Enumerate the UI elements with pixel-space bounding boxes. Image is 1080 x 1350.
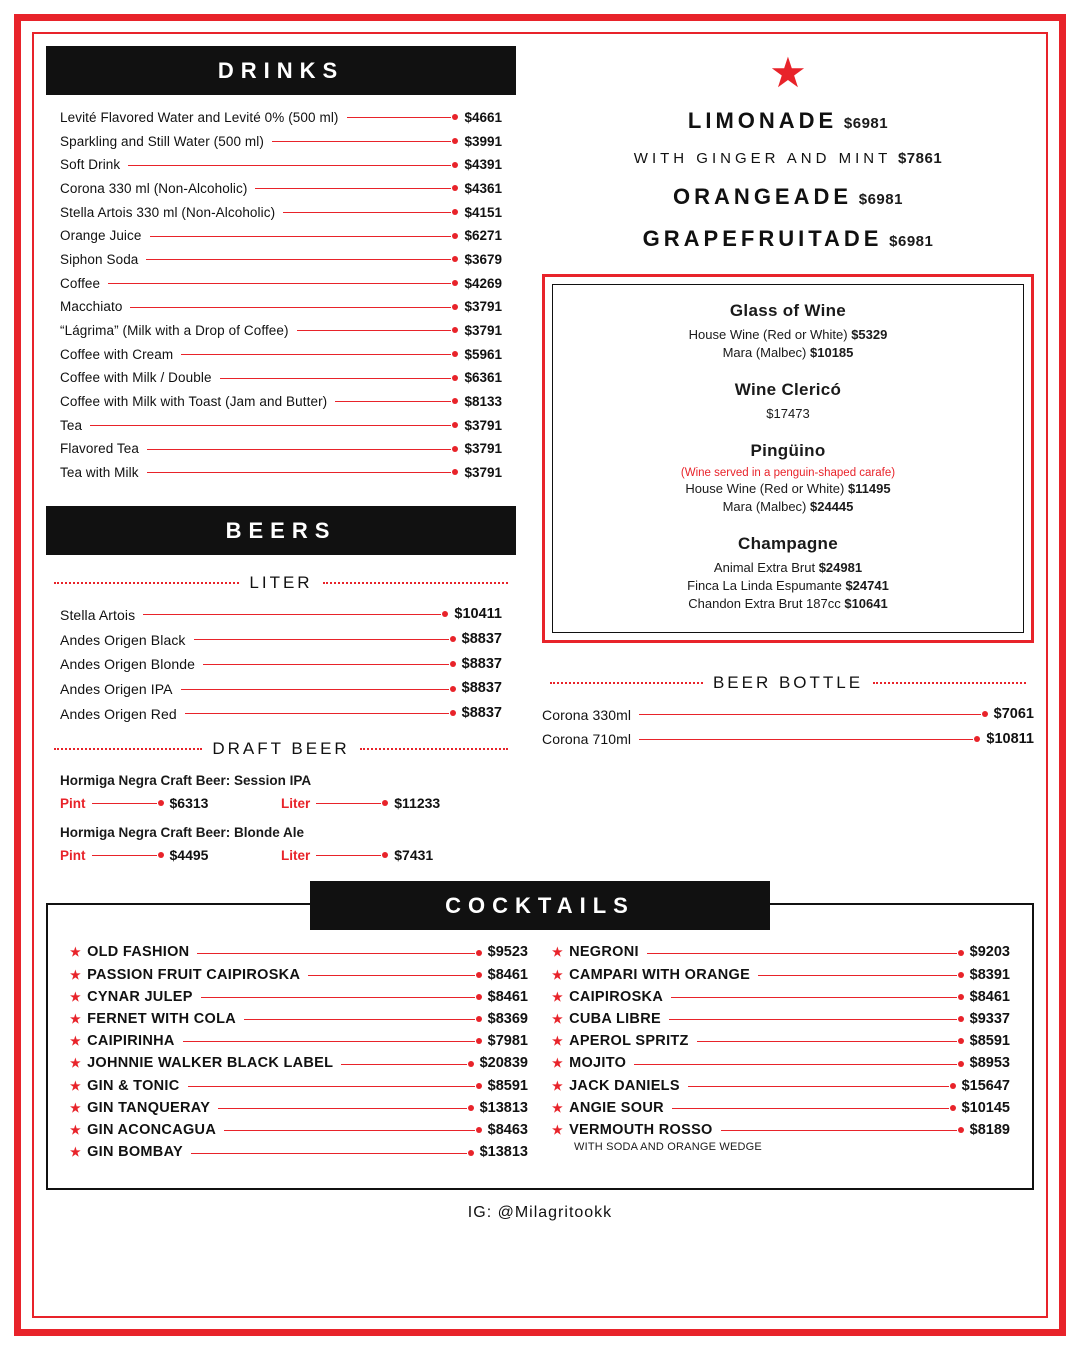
- lemonade-line: [542, 184, 1034, 210]
- item-name: Stella Artois 330 ml (Non-Alcoholic): [60, 204, 276, 220]
- item-name: Coffee with Cream: [60, 346, 174, 362]
- draft-price-pair: [60, 795, 281, 811]
- star-icon: ★: [552, 1034, 564, 1049]
- wine-clerico-price: $17473: [766, 406, 810, 421]
- item-price: $8837: [461, 680, 502, 697]
- cocktails-header: COCKTAILS: [310, 881, 770, 930]
- pinguino-items: [565, 481, 1011, 514]
- wine-item-name: House Wine (Red or White): [685, 481, 848, 496]
- item-name: ★ CAIPIROSKA: [552, 988, 664, 1005]
- wine-item: [565, 345, 1011, 360]
- item-price: $4391: [464, 157, 502, 173]
- beers-section: [46, 506, 516, 863]
- wine-box: [542, 274, 1034, 643]
- item-name: ★ CAMPARI WITH ORANGE: [552, 966, 751, 983]
- item-price: $7061: [993, 706, 1034, 722]
- item-price: $9203: [969, 944, 1010, 961]
- menu-item-row: [60, 657, 502, 672]
- item-name: Levité Flavored Water and Levité 0% (500 ml): [60, 110, 339, 125]
- star-icon: ★: [70, 1078, 82, 1093]
- item-name: Coffee with Milk / Double: [60, 370, 212, 386]
- leader-line: [188, 1081, 482, 1091]
- leader-line: [308, 970, 481, 980]
- menu-item-row: [60, 253, 502, 267]
- item-price: $4495: [169, 847, 209, 864]
- leader-line: [639, 734, 980, 744]
- star-icon: ★: [552, 1100, 564, 1115]
- menu-item-row: [60, 632, 502, 647]
- item-name: ★ GIN & TONIC: [70, 1077, 180, 1094]
- menu-item-row: [552, 1034, 1010, 1049]
- item-price: $8391: [969, 966, 1010, 983]
- draft-beer-name: Hormiga Negra Craft Beer: Session IPA: [60, 773, 312, 789]
- leader-line: [688, 1081, 956, 1091]
- menu-item-row: [552, 968, 1010, 983]
- leader-line: [669, 1014, 964, 1024]
- leader-line: [297, 325, 459, 335]
- draft-beer-label: DRAFT BEER: [212, 739, 350, 759]
- item-price: $8837: [461, 655, 502, 672]
- item-name: ★ CUBA LIBRE: [552, 1011, 661, 1027]
- menu-item-row: [70, 1145, 528, 1160]
- menu-item-row: [70, 1034, 528, 1049]
- item-name: ★ NEGRONI: [552, 944, 639, 961]
- item-price: $3791: [464, 299, 502, 315]
- spacer: [565, 424, 1011, 441]
- item-name: Coffee: [60, 275, 101, 291]
- star-icon: ★: [70, 1100, 82, 1115]
- leader-line: [194, 634, 456, 644]
- menu-item-row: [552, 1123, 1010, 1138]
- menu-item-row: [70, 1123, 528, 1138]
- menu-item-row: [70, 1056, 528, 1071]
- beer-liter-list: [46, 607, 516, 721]
- leader-line: [197, 948, 481, 958]
- wine-item: [565, 481, 1011, 496]
- menu-item-row: [552, 1079, 1010, 1094]
- draft-beer-item: [46, 773, 516, 811]
- item-price: $6361: [464, 370, 502, 386]
- wine-item: [565, 560, 1011, 575]
- item-name: Orange Juice: [60, 228, 142, 244]
- menu-item-row: [60, 206, 502, 220]
- leader-line: [347, 112, 459, 122]
- wine-item-name: Finca La Linda Espumante: [687, 578, 846, 593]
- menu-item-row: [60, 229, 502, 243]
- divider-dots-right: [873, 682, 1026, 684]
- menu-item-row: [70, 1101, 528, 1116]
- item-price: $9337: [969, 1011, 1010, 1027]
- menu-item-row: [60, 681, 502, 696]
- item-price: $9523: [487, 944, 528, 961]
- menu-item-row: [552, 1101, 1010, 1116]
- menu-item-row: [70, 968, 528, 983]
- item-name: Corona 330ml: [542, 706, 632, 723]
- serving-size-label: Pint: [60, 848, 86, 864]
- item-name: Andes Origen Black: [60, 631, 186, 648]
- wine-item-name: Animal Extra Brut: [713, 560, 819, 575]
- lemonade-price: $6981: [854, 191, 903, 208]
- lemonade-name: LIMONADE: [687, 108, 838, 133]
- star-icon: ★: [70, 967, 82, 982]
- item-price: $8837: [461, 705, 502, 722]
- wine-item: [565, 578, 1011, 593]
- wine-item-name: Mara (Malbec): [722, 499, 811, 514]
- item-name: Macchiato: [60, 299, 123, 315]
- draft-price-pair: [281, 795, 502, 811]
- leader-line: [244, 1014, 482, 1024]
- draft-divider: [46, 739, 516, 759]
- menu-item-row: [60, 607, 502, 622]
- item-price: $10811: [986, 730, 1034, 747]
- leader-line: [92, 798, 164, 808]
- leader-line: [697, 1036, 964, 1046]
- item-name: Soft Drink: [60, 157, 121, 173]
- draft-beer-prices: [60, 847, 502, 863]
- divider-dots-right: [323, 582, 508, 584]
- menu-item-row: [60, 466, 502, 480]
- menu-content: [46, 46, 1034, 1304]
- divider-dots-right: [360, 748, 508, 750]
- item-price: $8133: [464, 394, 502, 410]
- item-price: $8837: [461, 630, 502, 647]
- item-name: ★ GIN BOMBAY: [70, 1144, 183, 1161]
- item-price: $10145: [961, 1099, 1010, 1116]
- star-icon: ★: [552, 989, 564, 1004]
- leader-line: [183, 1036, 482, 1046]
- wine-item-price: $5329: [851, 327, 888, 342]
- liter-label: LITER: [249, 573, 313, 593]
- lemonade-line: [542, 226, 1034, 252]
- menu-item-row: [60, 277, 502, 291]
- cocktails-box: [46, 903, 1034, 1189]
- item-price: $3791: [464, 441, 502, 457]
- item-price: $4151: [464, 204, 502, 220]
- wine-box-inner: [552, 284, 1024, 633]
- item-price: $5961: [464, 346, 502, 362]
- leader-line: [758, 970, 964, 980]
- menu-item-row: [60, 182, 502, 196]
- menu-item-row: [552, 1012, 1010, 1027]
- item-price: $15647: [961, 1077, 1010, 1094]
- drinks-header: DRINKS: [46, 46, 516, 95]
- liter-divider: [46, 573, 516, 593]
- wine-item: [565, 327, 1011, 342]
- left-column: [46, 46, 516, 877]
- item-price: $8189: [969, 1122, 1010, 1139]
- item-name: ★ CAIPIRINHA: [70, 1033, 175, 1050]
- leader-line: [201, 992, 482, 1002]
- item-name: Stella Artois: [60, 606, 136, 623]
- divider-dots-left: [54, 582, 239, 584]
- menu-item-row: [60, 300, 502, 314]
- leader-line: [272, 136, 458, 146]
- beers-header: BEERS: [46, 506, 516, 555]
- drinks-list: [46, 111, 516, 480]
- item-name: ★ JACK DANIELS: [552, 1077, 680, 1094]
- star-icon: ★: [70, 1123, 82, 1138]
- menu-item-row: [70, 945, 528, 960]
- leader-line: [203, 659, 456, 669]
- cocktails-left-list: [70, 945, 528, 1167]
- top-columns: [46, 46, 1034, 877]
- item-price: $13813: [479, 1099, 528, 1116]
- leader-line: [639, 709, 988, 719]
- leader-line: [220, 373, 459, 383]
- wine-item-price: $24981: [818, 560, 863, 575]
- leader-line: [218, 1103, 473, 1113]
- cocktails-right-list: [552, 945, 1010, 1167]
- menu-item-row: [60, 135, 502, 149]
- item-price: $4361: [464, 181, 502, 197]
- leader-line: [647, 948, 964, 958]
- cocktail-subtitle: WITH SODA AND ORANGE WEDGE: [574, 1141, 762, 1154]
- menu-item-row: [60, 706, 502, 721]
- wine-item: [565, 499, 1011, 514]
- wine-item-name: Chandon Extra Brut 187cc: [688, 596, 845, 611]
- leader-line: [191, 1148, 474, 1158]
- draft-price-pair: [281, 847, 502, 863]
- lemonade-list: [542, 108, 1034, 252]
- item-price: $8369: [487, 1011, 528, 1027]
- menu-item-row: [60, 371, 502, 385]
- menu-item-row: [552, 945, 1010, 960]
- wine-item-price: $24445: [810, 499, 854, 514]
- leader-line: [150, 231, 459, 241]
- item-name: ★ GIN TANQUERAY: [70, 1099, 211, 1116]
- menu-item-row: [60, 324, 502, 338]
- wine-item-price: $24741: [845, 578, 889, 593]
- item-name: ★ ANGIE SOUR: [552, 1099, 664, 1116]
- item-price: $8461: [487, 988, 528, 1005]
- wine-clerico-title: Wine Clericó: [734, 380, 842, 399]
- star-icon: ★: [552, 945, 564, 960]
- item-name: ★ PASSION FRUIT CAIPIROSKA: [70, 966, 301, 983]
- item-price: $8463: [487, 1122, 528, 1139]
- item-name: Tea with Milk: [60, 465, 139, 481]
- item-name: ★ MOJITO: [552, 1055, 627, 1072]
- item-name: Coffee with Milk with Toast (Jam and Butter): [60, 394, 328, 410]
- leader-line: [143, 609, 448, 619]
- item-price: $11233: [394, 795, 441, 812]
- leader-line: [181, 349, 458, 359]
- item-price: $20839: [479, 1055, 528, 1072]
- item-price: $3791: [464, 417, 502, 433]
- item-price: $4661: [464, 110, 502, 125]
- star-icon: ★: [70, 1056, 82, 1071]
- item-price: $8953: [969, 1055, 1010, 1072]
- item-price: $8591: [487, 1077, 528, 1094]
- glass-of-wine-items: [565, 327, 1011, 360]
- star-icon: ★: [70, 1034, 82, 1049]
- item-name: Siphon Soda: [60, 252, 139, 268]
- menu-item-row: [60, 395, 502, 409]
- leader-line: [634, 1059, 963, 1069]
- lemonade-price: $6981: [839, 115, 889, 132]
- item-name: Corona 710ml: [542, 731, 632, 748]
- pinguino-note: (Wine served in a penguin-shaped carafe): [680, 467, 896, 479]
- cocktails-columns: [70, 945, 1010, 1167]
- item-name: Tea: [60, 417, 83, 433]
- star-icon: ★: [70, 945, 82, 960]
- leader-line: [108, 278, 458, 288]
- wine-item: [565, 596, 1011, 611]
- right-column: [542, 46, 1034, 877]
- menu-item-row: [552, 1056, 1010, 1071]
- draft-price-pair: [60, 847, 281, 863]
- item-price: $10411: [454, 606, 502, 623]
- star-icon: ★: [70, 1012, 82, 1026]
- item-name: ★ FERNET WITH COLA: [70, 1011, 237, 1027]
- item-name: “Lágrima” (Milk with a Drop of Coffee): [60, 323, 289, 339]
- pinguino-title: Pingüino: [750, 441, 826, 460]
- star-icon: ★: [552, 1012, 564, 1026]
- menu-item-row: [60, 419, 502, 433]
- star-icon: ★: [552, 1123, 564, 1138]
- menu-item-row: [542, 732, 1034, 747]
- item-name: Andes Origen Red: [60, 705, 177, 722]
- leader-line: [185, 708, 456, 718]
- star-icon: ★: [70, 989, 82, 1004]
- draft-beer-item: [46, 825, 516, 863]
- wine-item-price: $10641: [844, 596, 888, 611]
- item-price: $4269: [464, 275, 502, 291]
- leader-line: [672, 1103, 956, 1113]
- star-icon: ★: [70, 1145, 82, 1160]
- leader-line: [721, 1125, 964, 1135]
- menu-item-row: [60, 158, 502, 172]
- menu-item-row: [70, 990, 528, 1005]
- item-name: ★ GIN ACONCAGUA: [70, 1122, 217, 1139]
- lemonade-name: GRAPEFRUITADE: [642, 226, 883, 251]
- glass-of-wine-title: Glass of Wine: [729, 301, 847, 320]
- champagne-items: [565, 560, 1011, 611]
- leader-line: [255, 183, 458, 193]
- item-price: $8591: [969, 1033, 1010, 1050]
- item-name: ★ OLD FASHION: [70, 944, 190, 961]
- item-name: ★ VERMOUTH ROSSO: [552, 1122, 713, 1139]
- item-price: $8461: [487, 966, 528, 983]
- wine-item-name: Mara (Malbec): [722, 345, 811, 360]
- lemonade-price: $6981: [884, 233, 934, 250]
- leader-line: [671, 992, 964, 1002]
- beer-bottle-divider: [542, 673, 1034, 693]
- champagne-title: Champagne: [738, 534, 838, 553]
- draft-beer-name: Hormiga Negra Craft Beer: Blonde Ale: [60, 825, 305, 841]
- star-icon: ★: [552, 1078, 564, 1093]
- wine-item-name: House Wine (Red or White): [688, 327, 852, 342]
- leader-line: [283, 207, 458, 217]
- item-price: $7431: [394, 847, 434, 864]
- leader-line: [92, 850, 164, 860]
- lemonade-name: WITH GINGER AND MINT: [633, 150, 892, 167]
- menu-item-row: [542, 707, 1034, 722]
- spacer: [565, 363, 1011, 380]
- item-price: $6271: [464, 228, 502, 244]
- item-price: $7981: [487, 1033, 528, 1050]
- item-price: $6313: [169, 795, 209, 812]
- star-icon: ★: [769, 49, 807, 96]
- serving-size-label: Pint: [60, 796, 86, 812]
- item-name: ★ APEROL SPRITZ: [552, 1033, 689, 1050]
- item-name: Sparkling and Still Water (500 ml): [60, 133, 264, 149]
- leader-line: [128, 160, 458, 170]
- spacer: [565, 517, 1011, 534]
- leader-line: [90, 420, 458, 430]
- menu-item-row: [60, 111, 502, 125]
- lemonade-price: $7861: [893, 150, 943, 167]
- star-icon: ★: [552, 967, 564, 982]
- item-price: $13813: [479, 1144, 528, 1161]
- wine-item-price: $11495: [847, 481, 891, 496]
- item-price: $3679: [464, 252, 502, 268]
- item-price: $3791: [464, 465, 502, 481]
- beer-bottle-section: [542, 673, 1034, 747]
- menu-item-row: [60, 348, 502, 362]
- item-name: Andes Origen IPA: [60, 680, 173, 697]
- leader-line: [335, 396, 458, 406]
- menu-item-row: [70, 1012, 528, 1027]
- leader-line: [316, 798, 388, 808]
- menu-item-row: [60, 442, 502, 456]
- leader-line: [341, 1059, 473, 1069]
- leader-line: [146, 254, 458, 264]
- beer-bottle-label: BEER BOTTLE: [712, 673, 864, 692]
- leader-line: [181, 684, 456, 694]
- item-price: $8461: [969, 988, 1010, 1005]
- item-name: ★ JOHNNIE WALKER BLACK LABEL: [70, 1055, 334, 1072]
- divider-dots-left: [550, 682, 703, 684]
- menu-item-row: [70, 1079, 528, 1094]
- lemonade-name: ORANGEADE: [673, 184, 853, 209]
- item-price: $3791: [464, 323, 502, 339]
- beer-bottle-list: [542, 707, 1034, 747]
- item-name: Flavored Tea: [60, 441, 139, 457]
- lemonade-line: [542, 108, 1034, 134]
- leader-line: [130, 302, 458, 312]
- draft-beer-prices: [60, 795, 502, 811]
- cocktails-section: [46, 893, 1034, 1189]
- item-name: Andes Origen Blonde: [60, 656, 195, 673]
- serving-size-label: Liter: [281, 796, 311, 812]
- item-price: $3991: [464, 133, 502, 149]
- item-name: Corona 330 ml (Non-Alcoholic): [60, 181, 248, 197]
- leader-line: [316, 850, 388, 860]
- wine-item-price: $10185: [810, 345, 854, 360]
- divider-dots-left: [54, 748, 202, 750]
- leader-line: [147, 467, 459, 477]
- leader-line: [147, 444, 458, 454]
- star-icon: ★: [552, 1056, 564, 1071]
- instagram-handle: IG: @Milagritookk: [467, 1203, 613, 1221]
- item-name: ★ CYNAR JULEP: [70, 988, 193, 1005]
- leader-line: [224, 1125, 482, 1135]
- draft-beer-list: [46, 773, 516, 863]
- menu-item-row: [552, 990, 1010, 1005]
- serving-size-label: Liter: [281, 848, 311, 864]
- lemonade-line: [542, 150, 1034, 168]
